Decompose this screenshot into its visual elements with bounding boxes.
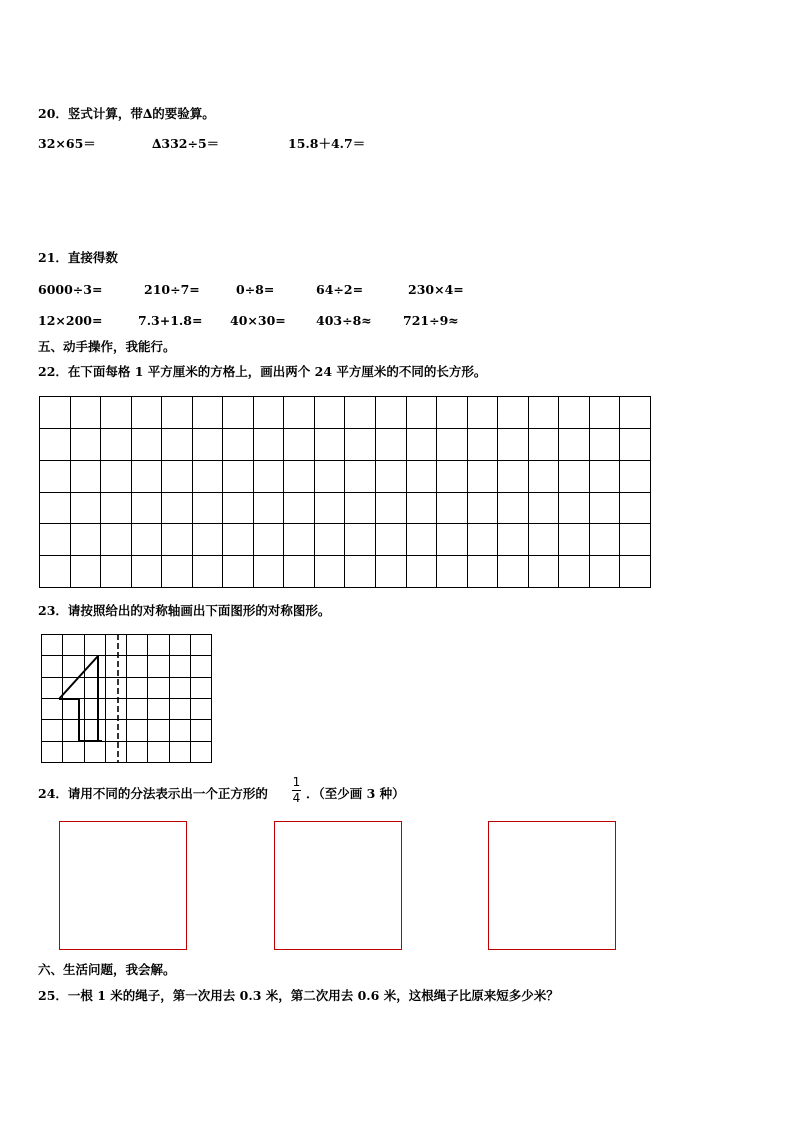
grid-cell[interactable] (345, 397, 376, 429)
grid-cell[interactable] (101, 461, 132, 493)
q21-row1-item-3: 0÷8= (236, 282, 275, 297)
grid-cell[interactable] (71, 429, 102, 461)
grid-cell[interactable] (40, 397, 71, 429)
grid-cell[interactable] (345, 493, 376, 525)
square-2[interactable] (274, 821, 402, 950)
grid-cell[interactable] (193, 556, 224, 588)
q21-row2-item-4: 403÷8≈ (316, 313, 372, 328)
grid-cell[interactable] (498, 493, 529, 525)
grid-cell[interactable] (193, 461, 224, 493)
grid-cell[interactable] (620, 429, 651, 461)
grid-cell[interactable] (71, 397, 102, 429)
grid-cell[interactable] (345, 556, 376, 588)
q21-row2-item-1: 12×200= (38, 313, 103, 328)
fraction-one-quarter (292, 776, 301, 805)
grid-cell[interactable] (315, 461, 346, 493)
grid-cell[interactable] (437, 461, 468, 493)
grid-cell[interactable] (590, 429, 621, 461)
section-5-title: 五、动手操作，我能行。 (38, 339, 176, 354)
grid-cell[interactable] (376, 524, 407, 556)
grid-cell[interactable] (498, 524, 529, 556)
question-21-title: 21．直接得数 (38, 250, 118, 265)
grid-cell[interactable] (223, 397, 254, 429)
q21-row2-item-3: 40×30= (230, 313, 286, 328)
grid-cell[interactable] (40, 461, 71, 493)
grid-cell[interactable] (529, 429, 560, 461)
grid-cell[interactable] (529, 556, 560, 588)
grid-cell[interactable] (498, 556, 529, 588)
grid-cell[interactable] (437, 397, 468, 429)
q21-row1-item-1: 6000÷3= (38, 282, 103, 297)
grid-cell[interactable] (437, 493, 468, 525)
question-25-title: 25．一根 1 米的绳子，第一次用去 0.3 米，第二次用去 0.6 米，这根绳子比原来短多少米？ (38, 988, 559, 1003)
grid-cell[interactable] (345, 461, 376, 493)
grid-cell[interactable] (162, 429, 193, 461)
question-24-title-before: 24．请用不同的分法表示出一个正方形的 (38, 786, 268, 801)
grid-cell[interactable] (284, 493, 315, 525)
grid-cell[interactable] (345, 429, 376, 461)
grid-cell[interactable] (223, 493, 254, 525)
grid-cell[interactable] (162, 397, 193, 429)
grid-cell[interactable] (315, 493, 346, 525)
grid-cell[interactable] (498, 429, 529, 461)
grid-cell[interactable] (223, 556, 254, 588)
grid-cell[interactable] (284, 429, 315, 461)
grid-cell[interactable] (254, 461, 285, 493)
grid-cell[interactable] (40, 524, 71, 556)
fraction-numerator: 1 (292, 775, 301, 789)
grid-cell[interactable] (559, 556, 590, 588)
grid-cell[interactable] (437, 556, 468, 588)
grid-cell[interactable] (132, 429, 163, 461)
grid-cell[interactable] (529, 524, 560, 556)
grid-cell[interactable] (498, 397, 529, 429)
grid-cell[interactable] (468, 429, 499, 461)
grid-cell[interactable] (162, 461, 193, 493)
grid-cell[interactable] (407, 556, 438, 588)
grid-cell[interactable] (132, 493, 163, 525)
grid-cell[interactable] (620, 397, 651, 429)
grid-cell[interactable] (315, 556, 346, 588)
grid-cell[interactable] (407, 461, 438, 493)
grid-cell[interactable] (376, 493, 407, 525)
grid-cell[interactable] (559, 429, 590, 461)
grid-cell[interactable] (529, 461, 560, 493)
grid-cell[interactable] (620, 493, 651, 525)
grid-cell[interactable] (284, 461, 315, 493)
grid-cell[interactable] (223, 429, 254, 461)
grid-cell[interactable] (284, 524, 315, 556)
grid-cell[interactable] (345, 524, 376, 556)
grid-cell[interactable] (407, 493, 438, 525)
grid-cell[interactable] (590, 556, 621, 588)
grid-cell[interactable] (559, 524, 590, 556)
section-6-title: 六、生活问题，我会解。 (38, 962, 176, 977)
grid-cell[interactable] (468, 493, 499, 525)
symmetry-figure (41, 634, 212, 763)
grid-cell[interactable] (193, 524, 224, 556)
fraction-denominator: 4 (292, 791, 301, 805)
grid-cell[interactable] (468, 524, 499, 556)
q21-row1-item-4: 64÷2= (316, 282, 364, 297)
grid-cell[interactable] (284, 556, 315, 588)
grid-cell[interactable] (620, 524, 651, 556)
grid-cell[interactable] (101, 429, 132, 461)
grid-cell[interactable] (71, 461, 102, 493)
q20-item-1: 32×65＝ (38, 136, 96, 151)
grid-cell[interactable] (101, 397, 132, 429)
grid-cell[interactable] (407, 397, 438, 429)
question-22-title: 22．在下面每格 1 平方厘米的方格上，画出两个 24 平方厘米的不同的长方形。 (38, 364, 487, 379)
q21-row2-item-2: 7.3+1.8= (138, 313, 203, 328)
grid-cell[interactable] (223, 524, 254, 556)
grid-cell[interactable] (468, 397, 499, 429)
q21-row1-item-2: 210÷7= (144, 282, 200, 297)
grid-cell[interactable] (468, 461, 499, 493)
grid-cell[interactable] (254, 556, 285, 588)
given-shape-diagonal (59, 656, 98, 699)
grid-cell[interactable] (132, 556, 163, 588)
grid-cell[interactable] (71, 524, 102, 556)
grid-cell[interactable] (620, 461, 651, 493)
q21-row1-item-5: 230×4= (408, 282, 464, 297)
grid-cell[interactable] (101, 493, 132, 525)
grid-cell[interactable] (132, 397, 163, 429)
grid-cell[interactable] (315, 397, 346, 429)
grid-cell[interactable] (40, 556, 71, 588)
grid-cell[interactable] (101, 524, 132, 556)
grid-cell[interactable] (132, 524, 163, 556)
grid-cell[interactable] (254, 524, 285, 556)
question-20-title: 20．竖式计算，带∆的要验算。 (38, 106, 215, 121)
grid-cell[interactable] (590, 397, 621, 429)
grid-cell[interactable] (315, 524, 346, 556)
grid-cell[interactable] (254, 429, 285, 461)
grid-cell[interactable] (559, 493, 590, 525)
grid-cell[interactable] (71, 556, 102, 588)
grid-cell[interactable] (376, 461, 407, 493)
square-1[interactable] (59, 821, 187, 950)
grid-cell[interactable] (162, 493, 193, 525)
grid-cell[interactable] (162, 556, 193, 588)
grid-cell[interactable] (254, 397, 285, 429)
grid-cell[interactable] (101, 556, 132, 588)
grid-cell[interactable] (193, 493, 224, 525)
grid-cell[interactable] (559, 461, 590, 493)
q20-item-2: ∆332÷5＝ (152, 136, 220, 151)
grid-cell[interactable] (40, 493, 71, 525)
grid-cell[interactable] (284, 397, 315, 429)
grid-cell[interactable] (498, 461, 529, 493)
question-24-title-after: ．（至少画 3 种） (306, 786, 405, 801)
grid-cell[interactable] (529, 493, 560, 525)
grid-cell[interactable] (40, 429, 71, 461)
grid-cell[interactable] (529, 397, 560, 429)
grid-cell[interactable] (71, 493, 102, 525)
grid-cell[interactable] (407, 429, 438, 461)
grid-cell[interactable] (620, 556, 651, 588)
grid-cell[interactable] (590, 524, 621, 556)
grid-cell[interactable] (193, 429, 224, 461)
grid-cell[interactable] (223, 461, 254, 493)
grid-cell[interactable] (407, 524, 438, 556)
grid-cell[interactable] (590, 493, 621, 525)
square-grid-20x6[interactable] (39, 396, 651, 588)
grid-cell[interactable] (315, 429, 346, 461)
grid-cell[interactable] (437, 429, 468, 461)
grid-cell[interactable] (590, 461, 621, 493)
grid-cell[interactable] (132, 461, 163, 493)
grid-cell[interactable] (376, 397, 407, 429)
grid-cell[interactable] (437, 524, 468, 556)
question-23-title: 23．请按照给出的对称轴画出下面图形的对称图形。 (38, 603, 331, 618)
grid-cell[interactable] (193, 397, 224, 429)
grid-cell[interactable] (376, 429, 407, 461)
square-3[interactable] (488, 821, 616, 950)
q20-item-3: 15.8＋4.7＝ (288, 136, 366, 151)
grid-cell[interactable] (254, 493, 285, 525)
grid-cell[interactable] (559, 397, 590, 429)
q21-row2-item-5: 721÷9≈ (403, 313, 459, 328)
grid-cell[interactable] (162, 524, 193, 556)
grid-cell[interactable] (468, 556, 499, 588)
grid-cell[interactable] (376, 556, 407, 588)
